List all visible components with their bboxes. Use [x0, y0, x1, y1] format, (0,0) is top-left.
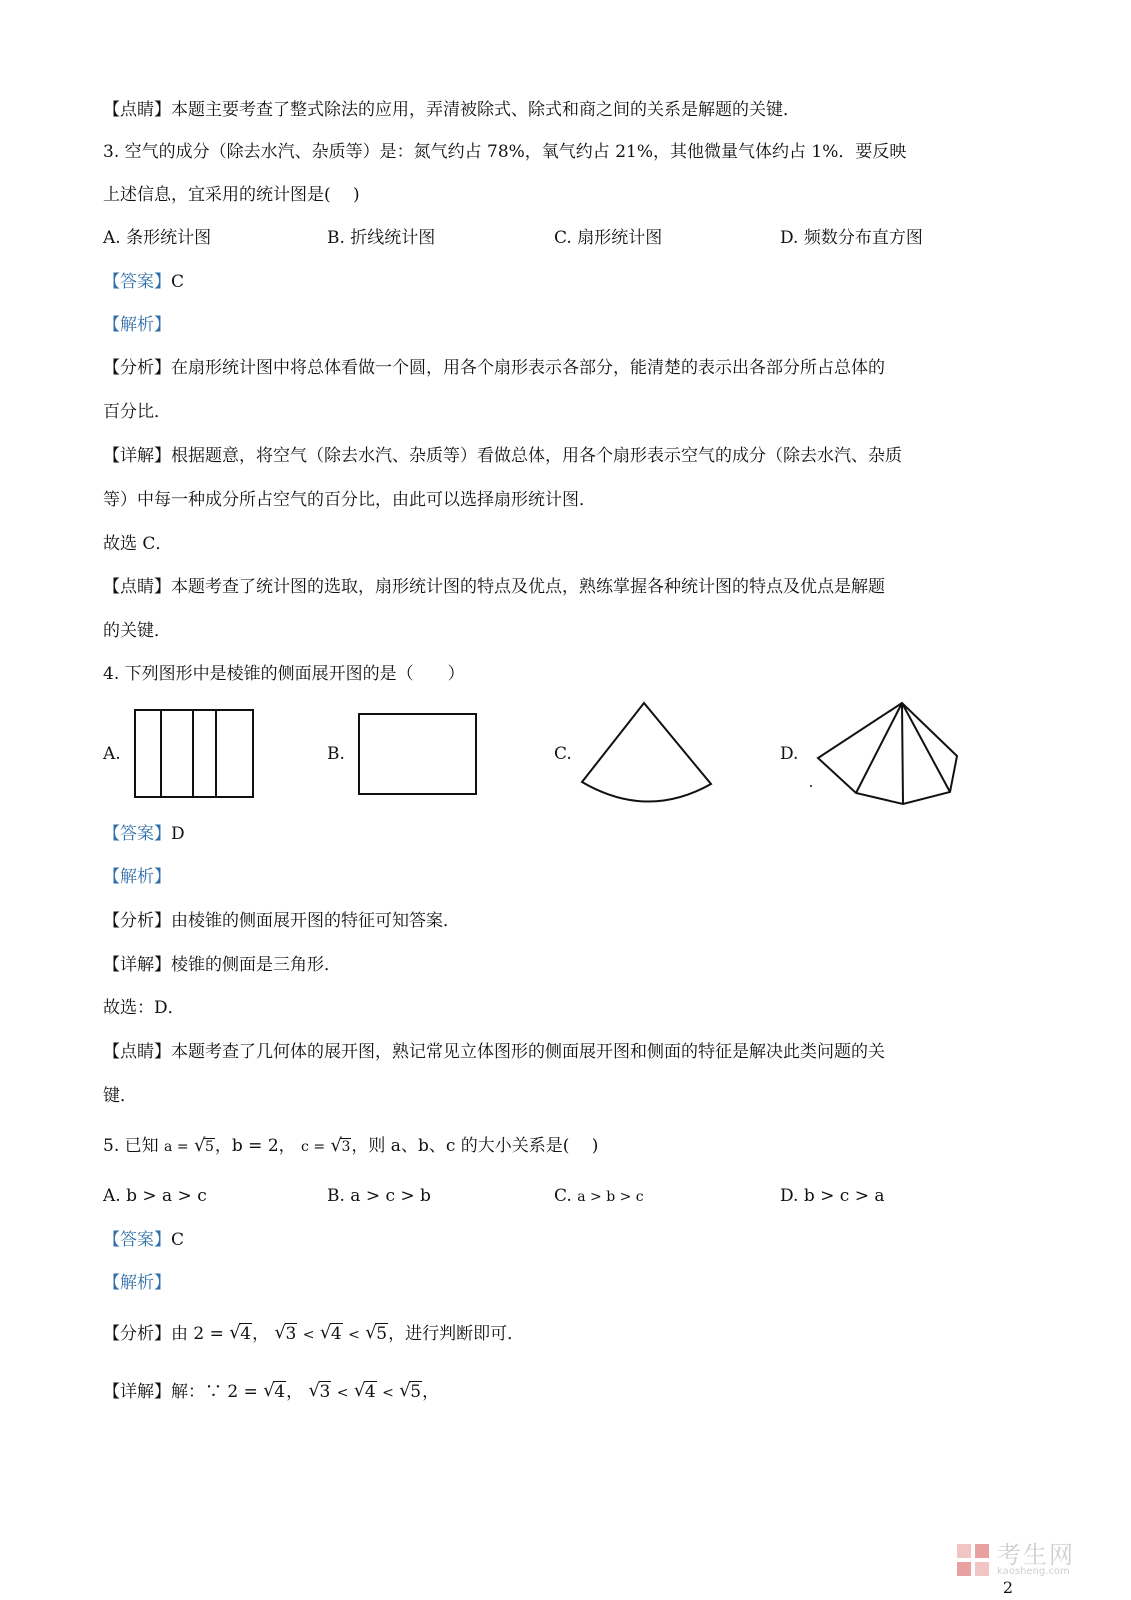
radicand: 4	[364, 1382, 376, 1402]
fenxi-prefix: 【分析】由	[103, 1324, 188, 1344]
q5-stem	[103, 1134, 1031, 1159]
q3-stem-line2: 上述信息，宜采用的统计图是( )	[103, 185, 360, 205]
sqrt-5	[399, 1380, 422, 1404]
answer-tag: 【答案】	[103, 272, 171, 292]
sqrt-5	[194, 1135, 215, 1159]
q5-xiangjie	[103, 1380, 1031, 1405]
sqrt-3	[330, 1135, 351, 1159]
q5-option-a: A. b > a > c	[103, 1186, 207, 1206]
q3-guxuan: 故选 C．	[103, 534, 173, 554]
page-number: 2	[1002, 1578, 1013, 1597]
sqrt-4	[229, 1322, 252, 1346]
q5-prefix: 5. 已知	[103, 1136, 159, 1156]
q4-xiangjie: 【详解】棱锥的侧面是三角形．	[103, 955, 341, 975]
radicand: 4	[274, 1382, 286, 1402]
sqrt-4	[354, 1380, 377, 1404]
q5-option-b: B. a > c > b	[327, 1186, 431, 1206]
q4-figure-c-sector	[578, 700, 716, 812]
q3-fenxi-line1: 【分析】在扇形统计图中将总体看做一个圆，用各个扇形表示各部分，能清楚的表示出各部分所占总体的	[103, 358, 885, 378]
pyramid-net-edge	[902, 703, 950, 792]
q5-suffix: ，则 a、b、c 的大小关系是( )	[351, 1136, 599, 1156]
xiangjie-prefix: 【详解】解：∵	[103, 1382, 222, 1402]
q3-option-c: C. 扇形统计图	[554, 228, 663, 248]
q4-jiexi: 【解析】	[103, 867, 171, 887]
q4-dianjing-line1: 【点睛】本题考查了几何体的展开图，熟记常见立体图形的侧面展开图和侧面的特征是解决此类问题的关	[103, 1042, 885, 1062]
q5-option-d: D. b > c > a	[780, 1186, 885, 1206]
comma: ，	[252, 1324, 270, 1344]
q5-c-eq: c =	[301, 1139, 326, 1155]
q3-jiexi: 【解析】	[103, 315, 171, 335]
answer-value: C	[171, 1230, 185, 1250]
q3-option-a: A. 条形统计图	[103, 228, 212, 248]
q3-dianjing-line2: 的关键．	[103, 621, 171, 641]
watermark-en: kaosheng.com	[997, 1566, 1070, 1577]
q3-xiangjie-line1: 【详解】根据题意，将空气（除去水汽、杂质等）看做总体，用各个扇形表示空气的成分（除去水汽、杂质	[103, 446, 902, 466]
radicand: 5	[376, 1324, 388, 1344]
comma: ，	[286, 1382, 304, 1402]
fenxi-suffix: ，进行判断即可．	[388, 1324, 525, 1344]
radicand: 3	[319, 1382, 331, 1402]
radicand: 5	[204, 1139, 214, 1155]
q3-xiangjie-line2: 等）中每一种成分所占空气的百分比，由此可以选择扇形统计图．	[103, 490, 596, 510]
sqrt-4	[320, 1322, 343, 1346]
q4-fenxi: 【分析】由棱锥的侧面展开图的特征可知答案．	[103, 911, 460, 931]
sqrt-3	[275, 1322, 298, 1346]
q2-dianjing: 【点睛】本题主要考查了整式除法的应用，弄清被除式、除式和商之间的关系是解题的关键．	[103, 100, 800, 120]
q4-guxuan: 故选：D．	[103, 998, 185, 1018]
pyramid-net-outline	[818, 703, 957, 804]
q4-option-c-label: C.	[554, 744, 572, 764]
q5-fenxi	[103, 1322, 1031, 1347]
q3-answer	[103, 270, 1031, 294]
q4-option-a-label: A.	[103, 744, 121, 764]
sqrt-3	[309, 1380, 332, 1404]
watermark-cn: 考生网	[997, 1541, 1075, 1569]
q3-option-d: D. 频数分布直方图	[780, 228, 923, 248]
radicand: 3	[285, 1324, 297, 1344]
radicand: 4	[330, 1324, 342, 1344]
watermark	[955, 1542, 1075, 1578]
answer-tag: 【答案】	[103, 1230, 171, 1250]
q5-jiexi: 【解析】	[103, 1273, 171, 1293]
q4-figure-d-pyramid-net	[806, 698, 962, 810]
q5-a-eq: a =	[164, 1139, 189, 1155]
q4-dianjing-line2: 键．	[103, 1086, 137, 1106]
q5-option-c-expr: a > b > c	[577, 1189, 644, 1205]
q3-fenxi-line2: 百分比．	[103, 402, 171, 422]
answer-value: C	[171, 272, 185, 292]
answer-value: D	[171, 824, 185, 844]
less-than: <	[382, 1385, 394, 1401]
kaosheng-logo-icon	[955, 1542, 991, 1578]
sqrt-5	[365, 1322, 388, 1346]
q3-option-b: B. 折线统计图	[327, 228, 436, 248]
radicand: 5	[410, 1382, 422, 1402]
q5-b-eq: ，b = 2，	[214, 1136, 296, 1156]
xiangjie-suffix: ，	[422, 1382, 440, 1402]
q3-dianjing-line1: 【点睛】本题考查了统计图的选取，扇形统计图的特点及优点，熟练掌握各种统计图的特点及优点是解题	[103, 577, 885, 597]
radicand: 3	[341, 1139, 351, 1155]
answer-tag: 【答案】	[103, 824, 171, 844]
q3-stem-line1: 3. 空气的成分（除去水汽、杂质等）是：氮气约占 78%，氧气约占 21%，其他微量气体约占 1%．要反映	[103, 142, 907, 162]
pyramid-net-edge	[856, 703, 902, 793]
q4-option-d-label: D.	[780, 744, 799, 764]
stray-mark	[810, 785, 812, 787]
q5-option-c-label: C.	[554, 1186, 572, 1206]
q4-option-b-label: B.	[327, 744, 345, 764]
q4-stem: 4. 下列图形中是棱锥的侧面展开图的是（ ）	[103, 664, 465, 684]
sqrt-4	[263, 1380, 286, 1404]
less-than: <	[348, 1327, 360, 1343]
less-than: <	[302, 1327, 315, 1343]
pyramid-net-edge	[902, 703, 903, 804]
q4-figure-a-strips	[133, 708, 255, 800]
two-equals: 2 =	[193, 1324, 224, 1344]
q5-option-c	[554, 1184, 644, 1209]
less-than: <	[336, 1385, 349, 1401]
rectangle	[359, 714, 476, 794]
q4-answer	[103, 822, 1031, 846]
two-equals: 2 =	[227, 1382, 258, 1402]
radicand: 4	[240, 1324, 252, 1344]
q5-answer	[103, 1228, 1031, 1252]
sector	[582, 703, 711, 802]
q4-figure-b-rectangle	[357, 712, 479, 797]
